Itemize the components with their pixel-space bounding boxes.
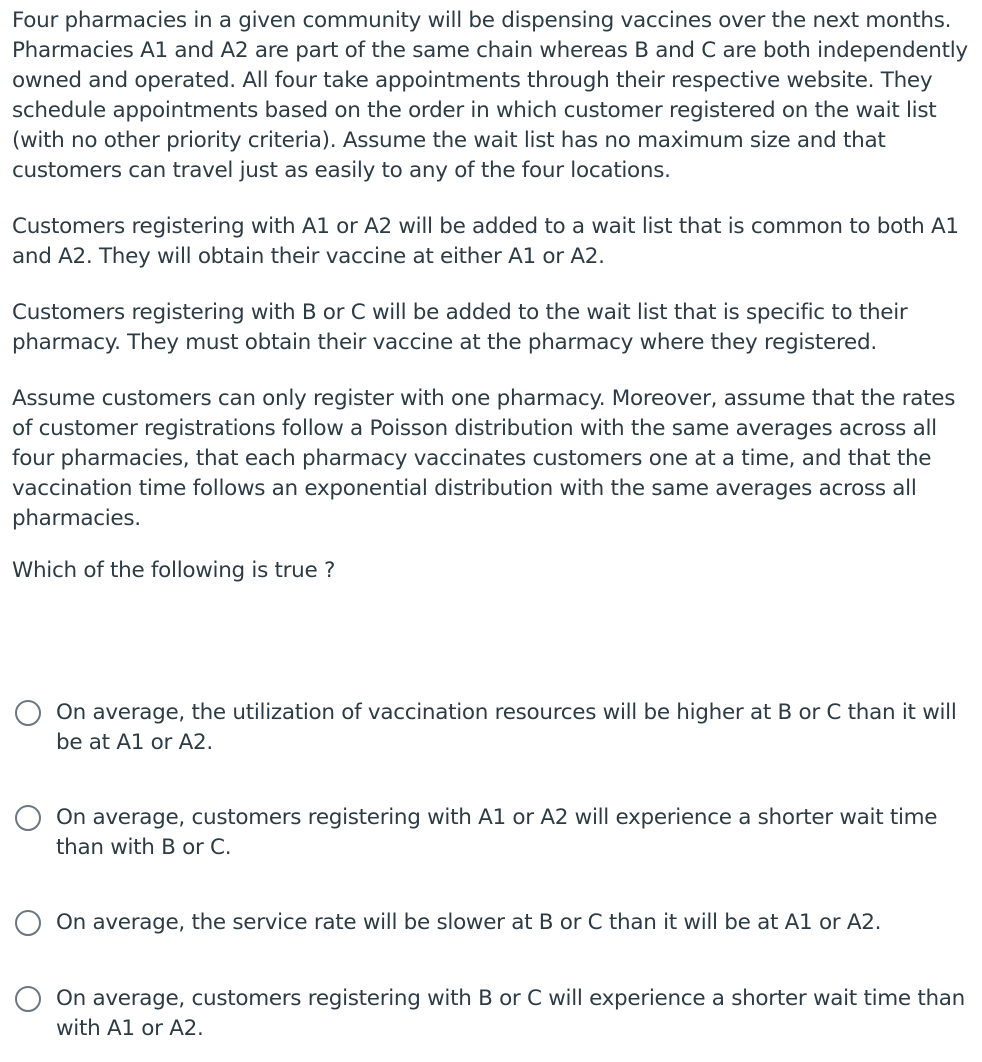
answer-label: On average, customers registering with A1 or A2 will experience a shorter wait time than with B or C. — [56, 805, 938, 860]
question-paragraph: Assume customers can only register with one pharmacy. Moreover, assume that the rates of customer registrations follow a Poisson distribution with the same averages across all four pharmacies, that each pharmacy vaccinates customers one at a time, and that the vaccination time follows an exponential distribution with the same averages across all pharmacies. — [12, 386, 956, 531]
answer-label: On average, the service rate will be slower at B or C than it will be at A1 or A2. — [56, 910, 882, 935]
radio-button[interactable] — [15, 700, 41, 726]
answer-option-3[interactable] — [15, 908, 965, 938]
radio-button[interactable] — [15, 910, 41, 936]
answer-label: On average, the utilization of vaccination resources will be higher at B or C than it will be at A1 or A2. — [56, 700, 957, 755]
question-paragraph: Customers registering with A1 or A2 will be added to a wait list that is common to both A1 and A2. They will obtain their vaccine at either A1 or A2. — [12, 214, 959, 269]
radio-button[interactable] — [15, 986, 41, 1012]
radio-button[interactable] — [15, 805, 41, 831]
question-paragraph: Four pharmacies in a given community will be dispensing vaccines over the next months. Pharmacies A1 and A2 are part of the same chain whereas B and C are both independently owned and operated. All four take appointments through their respective website. They schedule appointments based on the order in which customer registered on the wait list (with no other priority criteria). Assume the wait list has no maximum size and that customers can travel just as easily to any of the four locations. — [12, 8, 968, 183]
answer-option-4[interactable] — [15, 984, 965, 1044]
question-prompt: Which of the following is true ? — [12, 558, 336, 583]
answer-label: On average, customers registering with B or C will experience a shorter wait time than with A1 or A2. — [56, 986, 966, 1041]
answer-option-1[interactable] — [15, 698, 965, 758]
question-paragraph: Customers registering with B or C will be added to the wait list that is specific to their pharmacy. They must obtain their vaccine at the pharmacy where they registered. — [12, 300, 908, 355]
answer-option-2[interactable] — [15, 803, 965, 863]
